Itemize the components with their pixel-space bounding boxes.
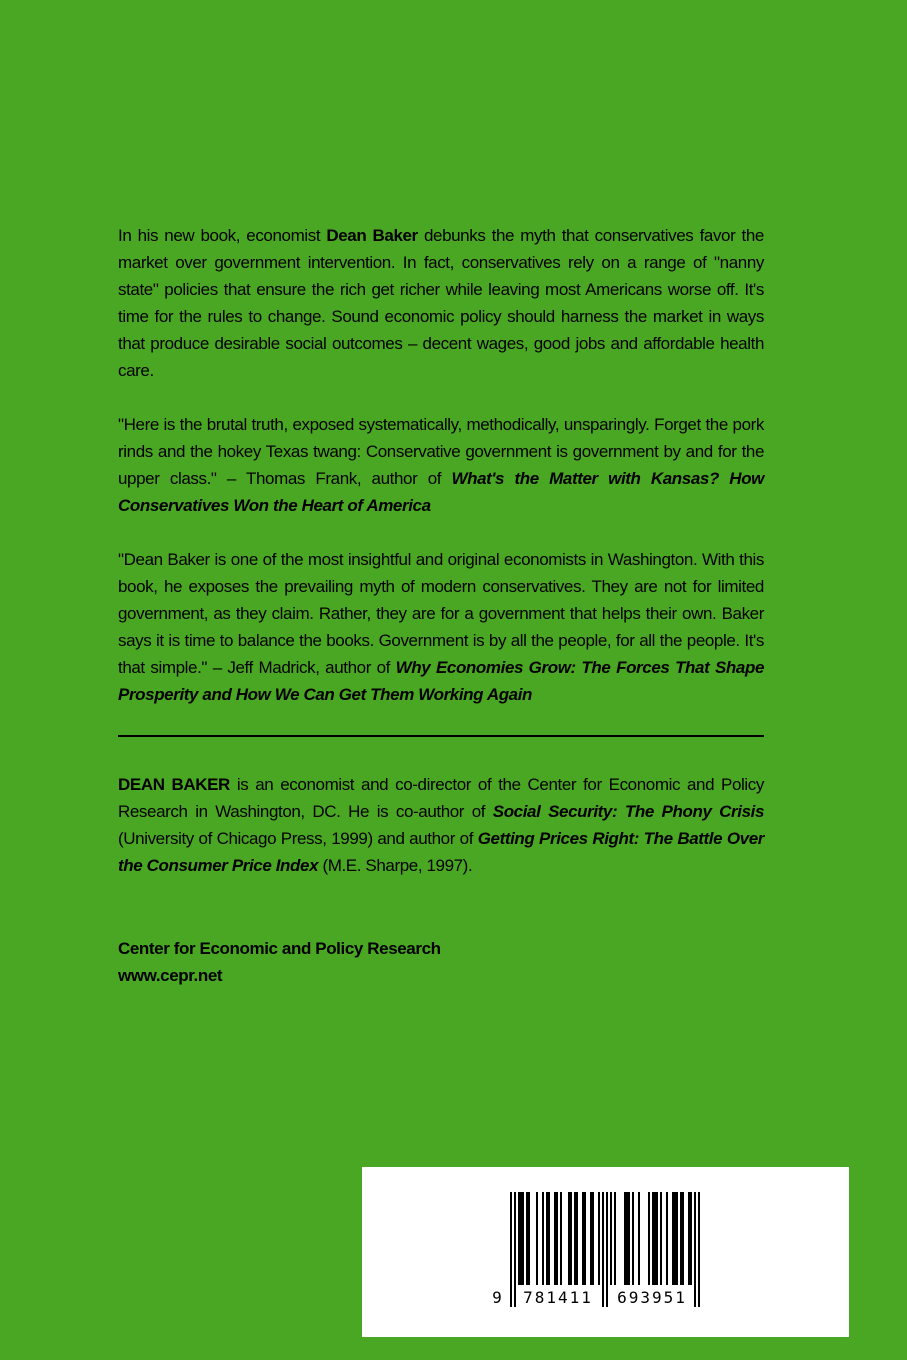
- text-segment: debunks the myth that conservatives favor the market over government intervention. In fact, conservatives rely on a range of "nanny state" policies that ensure the rich get richer while leaving most Americans worse off. It's time for the rules to change. Sound economic policy should harness the market in ways that produce desirable social outcomes – decent wages, good jobs and affordable health care.: [118, 226, 764, 380]
- divider: [118, 735, 764, 737]
- publisher-name: Center for Economic and Policy Research: [118, 939, 441, 958]
- text-segment: "Dean Baker is one of the most insightful and original economists in Washington. With this book, he exposes the prevailing myth of modern conservatives. They are not for limited government, as they claim. Rather, they are for a government that helps their own. Baker says it is time to balance the books. Government is by all the people, for all the people. It's that simple." – Jeff Madrick, author of: [118, 550, 764, 677]
- text-segment: Dean Baker: [326, 226, 418, 245]
- text-segment: (M.E. Sharpe, 1997).: [318, 856, 473, 875]
- text-segment: DEAN BAKER: [118, 775, 230, 794]
- book-title: Why Economies Grow: The Forces That Shape Prosperity and How We Can Get Them Working Again: [118, 658, 764, 704]
- text-segment: In his new book, economist: [118, 226, 327, 245]
- text-segment: (University of Chicago Press, 1999) and author of: [118, 829, 478, 848]
- description-and-quotes: [118, 222, 764, 708]
- barcode-digit-group: 9: [492, 1288, 502, 1307]
- book-title: Social Security: The Phony Crisis: [492, 802, 764, 821]
- publisher-website: www.cepr.net: [118, 966, 223, 985]
- book-title: Getting Prices Right: The Battle Over the Consumer Price Index: [118, 829, 764, 875]
- author-bio: [118, 771, 764, 879]
- book-title: What's the Matter with Kansas? How Conservatives Won the Heart of America: [118, 469, 764, 515]
- text-segment: "Here is the brutal truth, exposed systematically, methodically, unsparingly. Forget the pork rinds and the hokey Texas twang: Conservative government is government by and for the upper class." – Thomas Frank, author of: [118, 415, 764, 488]
- publisher-block: [118, 935, 764, 989]
- barcode-digit-group: 693951: [611, 1287, 693, 1307]
- paragraph: [118, 411, 764, 519]
- barcode-bar: [698, 1192, 700, 1307]
- paragraph: [118, 771, 764, 879]
- text-segment: is an economist and co-director of the Center for Economic and Policy Research in Washington, DC. He is co-author of: [118, 775, 764, 821]
- ean13-barcode: [492, 1192, 700, 1307]
- barcode-digit-group: 781411: [517, 1287, 599, 1307]
- paragraph: [118, 222, 764, 384]
- back-cover-text: [118, 222, 764, 989]
- paragraph: [118, 546, 764, 708]
- isbn-barcode-panel: [362, 1167, 849, 1337]
